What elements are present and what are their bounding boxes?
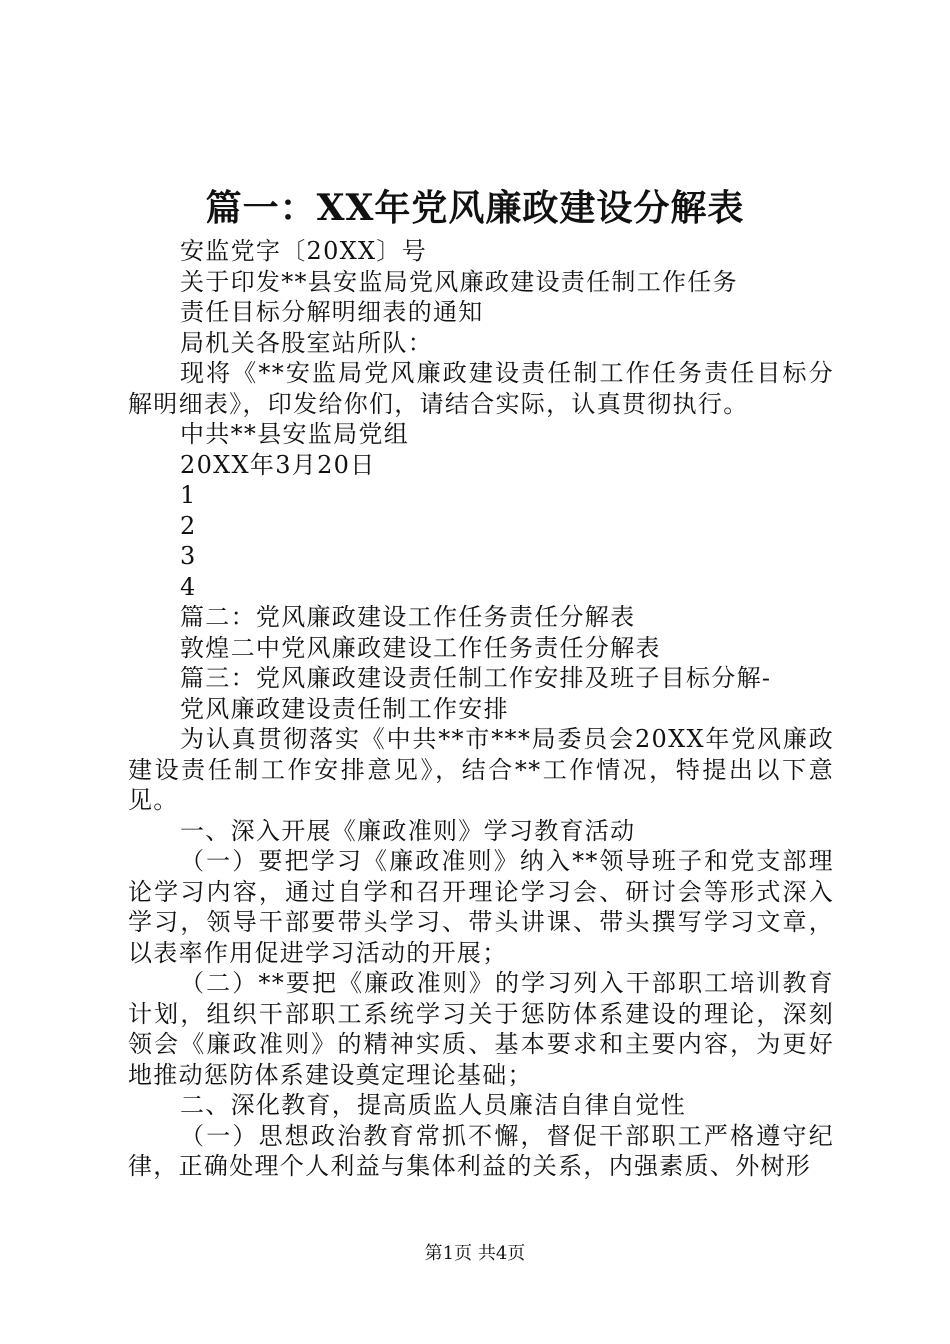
page-footer: 第1页 共4页 [424,1243,526,1264]
number-line: 2 [180,511,197,540]
body-paragraph-3: （一）思想政治教育常抓不懈，督促干部职工严格遵守纪律，正确处理个人利益与集体利益的关系，内强素质、外树形 [128,1121,834,1180]
intro-paragraph: 为认真贯彻落实《中共**市***局委员会20XX年党风廉政建设责任制工作安排意见》，结合**工作情况，特提出以下意见。 [128,725,834,814]
signature-org: 中共**县安监局党组 [180,420,409,448]
notice-paragraph: 现将《**安监局党风廉政建设责任制工作任务责任目标分解明细表》，印发给你们，请结合实际，认真贯彻执行。 [128,359,834,418]
body-paragraph-1: （一）要把学习《廉政准则》纳入**领导班子和党支部理论学习内容，通过自学和召开理论学习会、研讨会等形式深入学习，领导干部要带头学习、带头讲课、带头撰写学习文章，以表率作用促进学习活动的开展； [128,847,834,967]
notice-title-line-1: 关于印发**县安监局党风廉政建设责任制工作任务 [180,267,738,296]
number-line: 4 [180,572,197,601]
notice-title-line-2: 责任目标分解明细表的通知 [180,298,484,326]
section-heading-1: 一、深入开展《廉政准则》学习教育活动 [180,816,636,845]
recipient-line: 局机关各股室站所队： [180,328,433,357]
signature-date: 20XX年3月20日 [180,450,376,479]
section-heading-2: 二、深化教育，提高质监人员廉洁自律自觉性 [180,1091,686,1119]
document-title: 篇一：XX年党风廉政建设分解表 [205,187,745,229]
section2-title: 篇二：党风廉政建设工作任务责任分解表 [180,603,636,631]
document-body [128,236,834,1182]
number-line: 1 [180,481,197,509]
doc-number: 安监党字〔20XX〕号 [180,237,428,265]
body-paragraph-2: （二）**要把《廉政准则》的学习列入干部职工培训教育计划，组织干部职工系统学习关于惩防体系建设的理论，深刻领会《廉政准则》的精神实质、基本要求和主要内容，为更好地推动惩防体系建设奠定理论基础； [128,969,834,1089]
section2-subtitle: 敦煌二中党风廉政建设工作任务责任分解表 [180,633,661,662]
section3-title: 篇三：党风廉政建设责任制工作安排及班子目标分解- [180,664,772,692]
section3-subtitle: 党风廉政建设责任制工作安排 [180,694,509,723]
number-line: 3 [180,542,197,570]
